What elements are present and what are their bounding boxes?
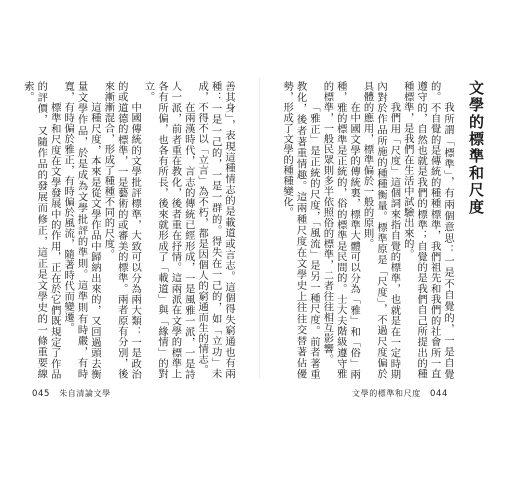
right-page-footer bbox=[352, 388, 454, 399]
right-paragraph-1: 我所謂「標準」，有兩個意思：一是不自覺的，一是自覺的。不自覺的是傳統的種種標準，我們祖先和我們的社會所一直遵守的，自然也就是我們的標準；自覺的是我們自己所提出的種種標準，是我們在生活中試驗出來的。 bbox=[401, 81, 454, 379]
right-running-title: 文學的標準和尺度 bbox=[352, 389, 421, 398]
left-paragraph-5: 標準和尺度在文學發展中的作用，正在於它們既規定了作品的評價，又隨作品的發展而修正，這正是文學史的一條重要線索。 bbox=[21, 81, 61, 379]
right-paragraph-4: 「雅正」是正統的尺度，「風流」是另一種尺度。前者著重教化，後者著重情趣。這兩種尺度在文學史上往往交替著佔優勢，形成了文學的種種變化。 bbox=[281, 81, 320, 379]
left-page-footer bbox=[32, 388, 117, 399]
left-paragraph-4: 這種尺度，本來是從文學作品中歸納出來的，又回過頭去衡量文學作品，於是成為文學批評的準則。這準則有時嚴，有時寬，有時偏於雅正，有時偏於風流，隨著時代而變遷。 bbox=[62, 81, 101, 379]
right-page-body bbox=[278, 81, 454, 379]
page-gutter bbox=[259, 78, 260, 378]
right-paragraph-2: 我們用「尺度」這個詞來指自覺的標準，也就是在一定時期內對於作品所施的種種衡量。標準原是「尺度」，不過尺度偏於具體的應用，標準偏於一般的原則。 bbox=[361, 81, 401, 379]
left-paragraph-2: 在兩漢時代，言志的傳統已經形成，一是風雅一派，一是詩人一派，前者重在教化，後者重在抒情。這兩派在文學的標準上各有所偏，也各有所長，後來就形成了「載道」與「緣情」的對立。 bbox=[142, 81, 195, 379]
left-paragraph-1: 善其身」，表現這種情志的是載道或言志。這個得失窮通也有兩種：一是一己的，一是一群的。得失在一己的，如「立功」未成，不得不以「立言」為不朽，都是因個人的窮通而生的情志。 bbox=[196, 81, 235, 379]
left-running-title: 朱自清論文學 bbox=[59, 389, 111, 398]
right-page-number: 044 bbox=[429, 389, 448, 399]
left-page-number: 045 bbox=[32, 389, 51, 399]
left-page-body bbox=[21, 81, 235, 379]
chapter-title: 文學的標準和尺度 bbox=[467, 80, 485, 216]
right-paragraph-3: 在中國文學的傳統裏，標準大體可以分為「雅」和「俗」兩種，雅的標準是正統的，俗的標準是民間的。士大夫階級遵守雅的標準，一般民眾則多半依照俗的標準，二者往往相互影響。 bbox=[321, 81, 361, 379]
left-paragraph-3: 中國傳統的文學批評標準，大致可以分為兩大類：一是政治的或道德的標準，一是藝術的或審美的標準。兩者原有分別，後來漸漸混合，形成了種種不同的尺度。 bbox=[102, 81, 142, 379]
